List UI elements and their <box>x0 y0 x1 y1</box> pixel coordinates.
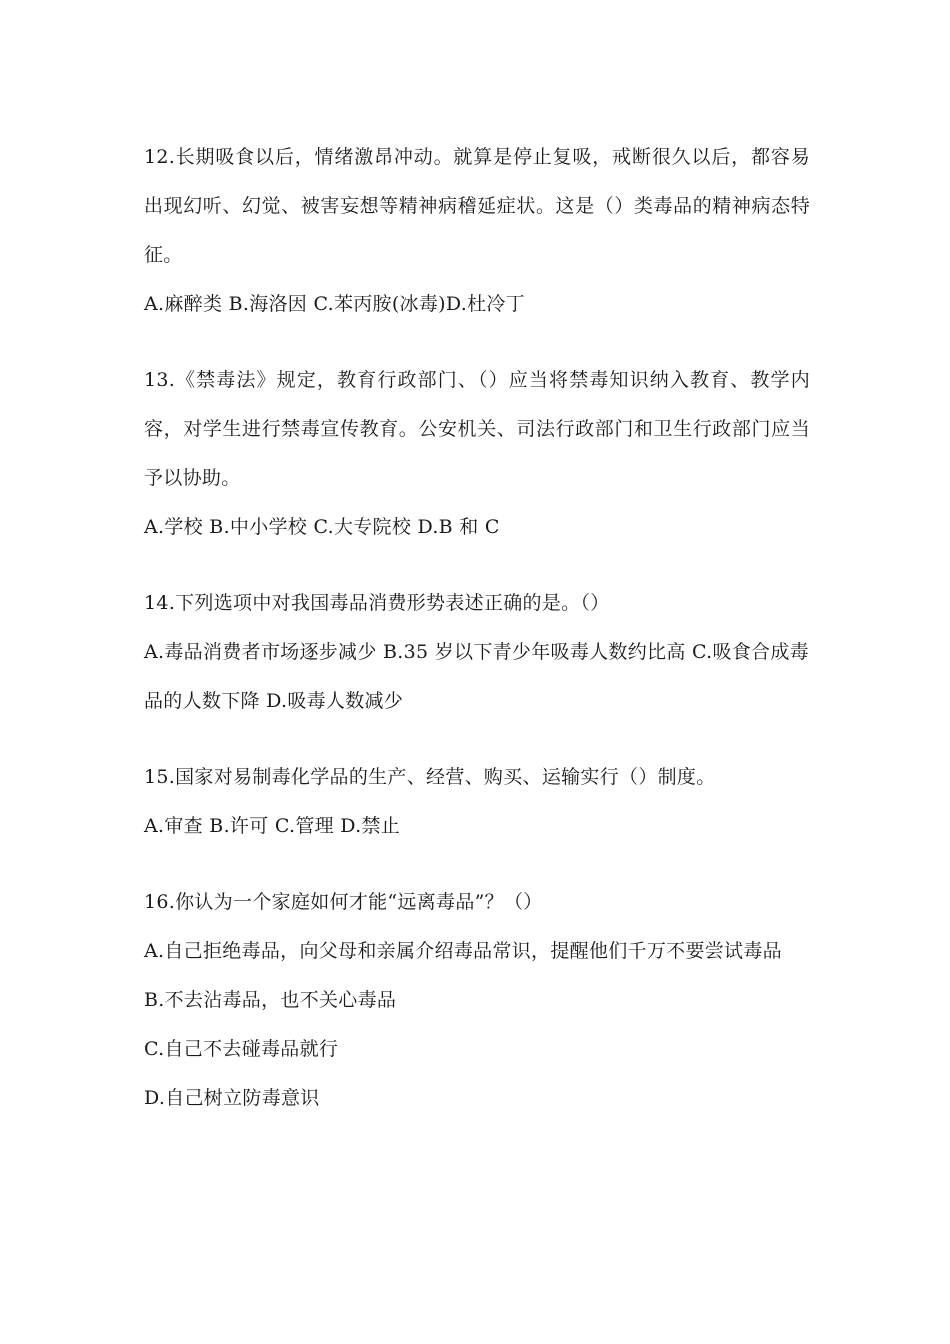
option-c: C.自己不去碰毒品就行 <box>144 1038 339 1060</box>
question-options: A.审查 B.许可 C.管理 D.禁止 <box>144 815 401 837</box>
question-stem: 14.下列选项中对我国毒品消费形势表述正确的是。（） <box>144 592 610 614</box>
question-15 <box>144 753 810 851</box>
question-options: A.学校 B.中小学校 C.大专院校 D.B 和 C <box>144 516 500 538</box>
option-d: D.自己树立防毒意识 <box>144 1087 320 1109</box>
question-12 <box>144 133 810 329</box>
question-stem: 15.国家对易制毒化学品的生产、经营、购买、运输实行（）制度。 <box>144 766 716 788</box>
question-options: A.麻醉类 B.海洛因 C.苯丙胺(冰毒)D.杜冷丁 <box>144 293 525 315</box>
document-page <box>144 133 810 1150</box>
question-16 <box>144 878 810 1123</box>
question-13 <box>144 356 810 552</box>
question-stem: 13.《禁毒法》规定，教育行政部门、（）应当将禁毒知识纳入教育、教学内容，对学生进行禁毒宣传教育。公安机关、司法行政部门和卫生行政部门应当予以协助。 <box>144 369 810 489</box>
question-stem: 16.你认为一个家庭如何才能“远离毒品”？（） <box>144 891 543 913</box>
question-options: A.毒品消费者市场逐步减少 B.35 岁以下青少年吸毒人数约比高 C.吸食合成毒品的人数下降 D.吸毒人数减少 <box>144 641 809 712</box>
question-14 <box>144 579 810 726</box>
option-a: A.自己拒绝毒品，向父母和亲属介绍毒品常识，提醒他们千万不要尝试毒品 <box>144 940 782 962</box>
option-b: B.不去沾毒品，也不关心毒品 <box>144 989 397 1011</box>
question-stem: 12.长期吸食以后，情绪激昂冲动。就算是停止复吸，戒断很久以后，都容易出现幻听、幻觉、被害妄想等精神病稽延症状。这是（）类毒品的精神病态特征。 <box>144 146 810 266</box>
